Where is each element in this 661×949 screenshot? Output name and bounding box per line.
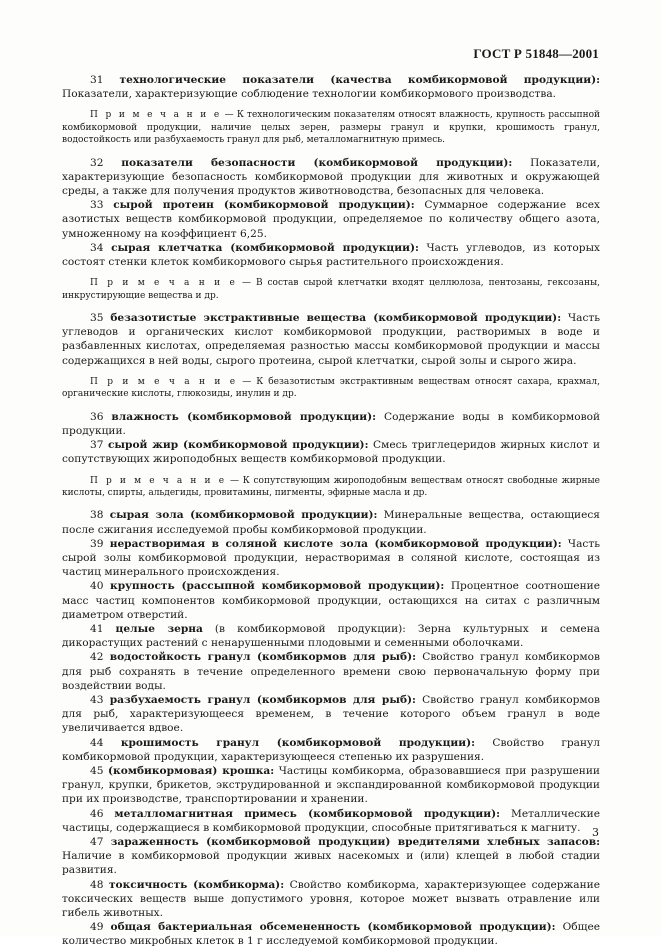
note-text: К технологическим показателям относят влажность, крупность рассыпной комбикормовой продукции, наличие целых зерен, размеры гранул и крупки, крошимость гранул, водостойкость или разбухаемость гранул для рыб, металломагнитную примесь.	[62, 110, 601, 146]
note-label: П р и м е ч а н и е	[90, 278, 238, 289]
term-definition: Смесь триглецеридов жирных кислот и сопутствующих жироподобных веществ комбикормовой продукции.	[62, 439, 601, 466]
note-dash: —	[237, 278, 256, 289]
term-definition: Часть углеводов и органических кислот комбикормовой продукции, растворимых в воде и разбавленных кислотах, определяемая разностью массы комбикормовой продукции и массы содержащихся в ней воды, сырого протеина, сырой клетчатки, сырой золы и сырого жира.	[62, 312, 601, 367]
note-dash: —	[237, 376, 257, 387]
term-38	[62, 508, 600, 536]
term-47	[62, 835, 600, 878]
term-name: крупность (рассыпной комбикормовой продукции):	[110, 580, 445, 593]
term-number: 37	[90, 439, 104, 452]
term-32	[62, 156, 600, 199]
term-name: технологические показатели (качества комбикормовой продукции):	[119, 74, 600, 86]
note-text: К безазотистым экстрактивным веществам относят сахара, крахмал, органические кислоты, глюкозиды, инулин и др.	[62, 376, 600, 400]
term-definition: Частицы комбикорма, образовавшиеся при разрушении гранул, крупки, брикетов, экструдированной и экспандированной комбикормовой продукции при их производстве, транспортировании и хранении.	[62, 764, 600, 806]
note-text: К сопутствующим жироподобным веществам относят свободные жирные кислоты, спирты, альдегиды, провитамины, пигменты, эфирные масла и др.	[62, 475, 600, 498]
term-37	[62, 438, 600, 466]
term-definition: Свойство гранул комбикормовой продукции, характеризующееся степенью их разрушения.	[62, 736, 601, 763]
term-name: влажность (комбикормовой продукции):	[111, 410, 377, 423]
term-48	[62, 878, 600, 921]
term-34	[62, 241, 600, 269]
note-text: В состав сырой клетчатки входят целлюлоза, пентозаны, гексозаны, инкрустирующие вещества и др.	[62, 278, 600, 301]
term-name: сырой жир (комбикормовой продукции):	[107, 439, 369, 452]
term-number: 42	[90, 651, 104, 664]
note-fat	[62, 475, 600, 500]
term-number: 44	[90, 736, 104, 749]
term-33	[62, 198, 600, 241]
term-number: 36	[90, 410, 104, 423]
document-body	[62, 73, 600, 949]
term-name: разбухаемость гранул (комбикормов для рыб):	[109, 693, 416, 706]
term-name: нерастворимая в соляной кислоте зола (комбикормовой продукции):	[109, 537, 562, 550]
term-name: зараженность (комбикормовой продукции) вредителями хлебных запасов:	[110, 835, 600, 848]
term-40	[62, 579, 600, 622]
term-name: токсичность (комбикорма):	[108, 878, 285, 891]
term-definition: Свойство комбикорма, характеризующее содержание токсических веществ выше допустимого уровня, которое может вызвать отравление или гибель животных.	[62, 878, 600, 919]
page-number: 3	[592, 826, 599, 839]
term-definition: Показатели, характеризующие соблюдение технологии комбикормового производства.	[62, 88, 557, 101]
term-49	[62, 920, 600, 948]
note-dash: —	[221, 110, 237, 121]
term-definition: Свойство гранул комбикормов для рыб, характеризующееся временем, в течение которого объем гранул в воде увеличивается вдвое.	[62, 693, 600, 735]
term-36	[62, 410, 600, 438]
term-number: 43	[90, 693, 104, 706]
term-42	[62, 650, 600, 693]
term-number: 47	[90, 835, 104, 848]
note-label: П р и м е ч а н и е	[90, 110, 222, 121]
term-number: 46	[90, 807, 104, 820]
note-label: П р и м е ч а н и е	[90, 376, 238, 387]
term-definition: Минеральные вещества, остающиеся после сжигания исследуемой пробы комбикормовой продукции.	[62, 509, 600, 536]
note-label: П р и м е ч а н и е	[90, 475, 227, 486]
term-name: металломагнитная примесь (комбикормовой продукции):	[114, 807, 501, 820]
term-number: 39	[90, 537, 104, 550]
term-44	[62, 736, 600, 764]
standard-header: ГОСТ Р 51848—2001	[473, 46, 599, 61]
term-number: 31	[90, 74, 104, 86]
term-definition: Наличие в комбикормовой продукции живых насекомых и (или) клещей в любой стадии развития.	[62, 850, 600, 877]
term-name: показатели безопасности (комбикормовой продукции):	[121, 156, 513, 169]
term-name: крошимость гранул (комбикормовой продукции):	[120, 736, 476, 749]
term-31	[62, 73, 600, 101]
term-definition: (в комбикормовой продукции): Зерна культурных и семена дикорастущих растений с ненарушенными плодовыми и семенными оболочками.	[62, 622, 600, 650]
term-name: сырая зола (комбикормовой продукции):	[109, 509, 378, 522]
term-number: 34	[90, 241, 104, 254]
term-name: сырая клетчатка (комбикормовой продукции):	[111, 241, 419, 254]
note-technological	[62, 109, 600, 146]
term-number: 32	[90, 156, 104, 169]
term-number: 40	[90, 580, 104, 593]
term-number: 35	[90, 312, 104, 325]
note-nitrogen-free	[62, 376, 600, 401]
term-definition: Содержание воды в комбикормовой продукции.	[62, 410, 601, 437]
term-name: (комбикормовая) крошка:	[108, 764, 275, 777]
term-definition: Показатели, характеризующие безопасность комбикормовой продукции для животных и окружающей среды, а также для получения продуктов животноводства, безопасных для человека.	[62, 156, 600, 198]
term-definition: Суммарное содержание всех азотистых веществ комбикормовой продукции, определяемое по количеству общего азота, умноженному на коэффициент 6,25.	[62, 199, 601, 240]
term-number: 45	[90, 764, 104, 777]
term-definition: Часть углеводов, из которых состоят стенки клеток комбикормового сырья растительного происхождения.	[62, 241, 600, 269]
term-35	[62, 311, 600, 368]
term-definition: Свойство гранул комбикормов для рыб сохранять в течение определенного времени свою первоначальную форму при воздействии воды.	[62, 651, 600, 692]
term-name: безазотистые экстрактивные вещества (комбикормовой продукции):	[110, 312, 562, 325]
term-definition: Процентное соотношение масс частиц компонентов комбикормовой продукции, остающихся на ситах с различным диаметром отверстий.	[62, 580, 600, 621]
term-name: общая бактериальная обсемененность (комбикормовой продукции):	[110, 921, 556, 934]
term-number: 49	[90, 921, 104, 934]
term-name: сырой протеин (комбикормовой продукции):	[113, 199, 415, 212]
term-name: водостойкость гранул (комбикормов для рыб):	[109, 651, 416, 664]
term-name: целые зерна	[115, 622, 203, 635]
term-number: 41	[90, 622, 104, 635]
term-definition: Часть сырой золы комбикормовой продукции, нерастворимая в соляной кислоте, состоящая из частиц минерального происхождения.	[62, 537, 600, 579]
term-number: 48	[90, 878, 104, 891]
term-45	[62, 764, 600, 807]
note-dash: —	[226, 475, 243, 486]
term-number: 33	[90, 199, 104, 212]
term-definition: Общее количество микробных клеток в 1 г исследуемой комбикормовой продукции.	[62, 921, 601, 948]
term-41	[62, 622, 600, 650]
term-43	[62, 693, 600, 736]
note-fiber	[62, 277, 600, 302]
term-46	[62, 807, 600, 835]
term-number: 38	[90, 509, 104, 522]
term-definition: Металлические частицы, содержащиеся в комбикормовой продукции, способные притягиваться к магниту.	[62, 807, 600, 834]
term-39	[62, 537, 600, 580]
